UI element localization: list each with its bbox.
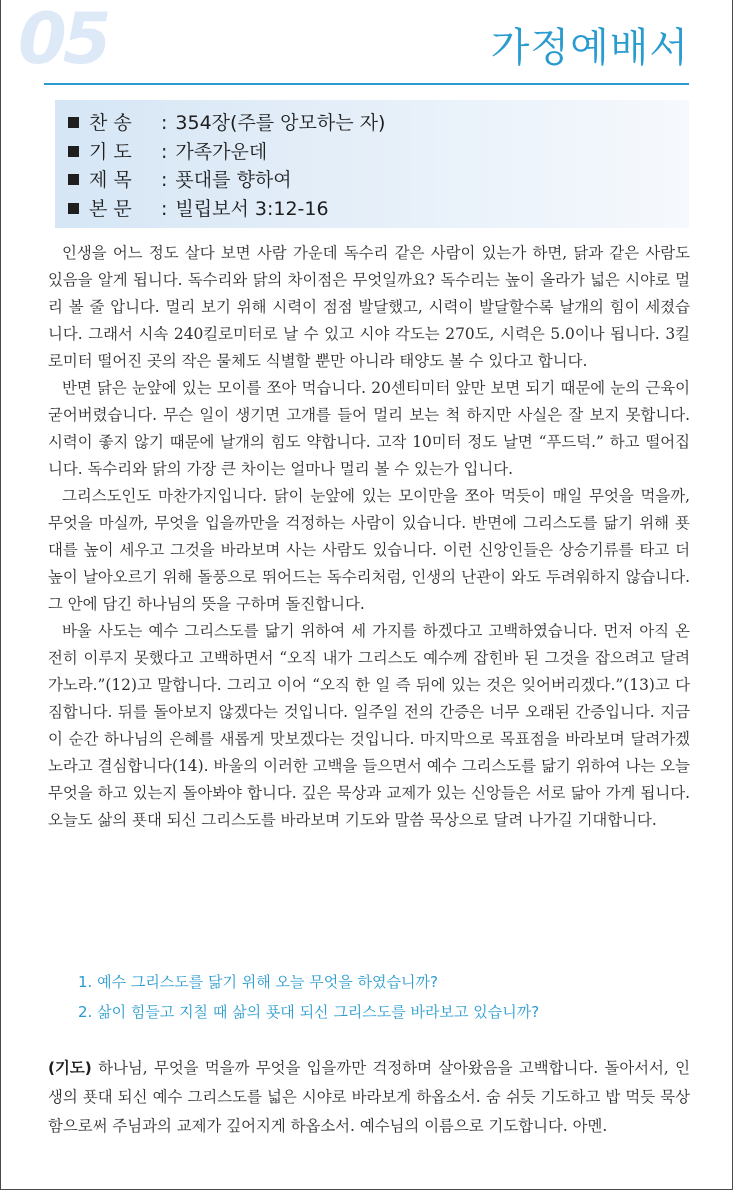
prayer-label: (기도) (48, 1059, 92, 1077)
reflection-questions (78, 967, 539, 1027)
square-bullet-icon (68, 146, 79, 157)
colon-separator: : (161, 197, 168, 220)
sermon-paragraph: 반면 닭은 눈앞에 있는 모이를 쪼아 먹습니다. 20센티미터 앞만 보면 되기 때문에 눈의 근육이 굳어버렸습니다. 무슨 일이 생기면 고개를 들어 멀리 보는 척 하지만 사실은 잘 보지 못합니다. 시력이 좋지 않기 때문에 날개의 힘도 약합니다. 고작 10미터 정도 날면 “푸드덕.” 하고 떨어집니다. 독수리와 닭의 가장 큰 차이는 얼마나 멀리 볼 수 있는가 입니다. (48, 379, 690, 478)
worship-info-list (68, 109, 385, 223)
info-value: 빌립보서 3:12-16 (175, 197, 329, 220)
sermon-paragraph: 인생을 어느 정도 살다 보면 사람 가운데 독수리 같은 사람이 있는가 하면, 닭과 같은 사람도 있음을 알게 됩니다. 독수리와 닭의 차이점은 무엇일까요? 독수리는 높이 올라가 넓은 시야로 멀리 볼 줄 압니다. 멀리 보기 위해 시력이 점점 발달했고, 시력이 발달할수록 날개의 힘이 세졌습니다. 그래서 시속 240킬로미터로 날 수 있고 시야 각도는 270도, 시력은 5.0이나 됩니다. 3킬로미터 떨어진 곳의 작은 물체도 식별할 뿐만 아니라 태양도 볼 수 있다고 합니다. (48, 244, 690, 370)
title-divider (44, 83, 689, 85)
worship-info-box (55, 100, 689, 228)
page-title: 가정예배서 (490, 25, 689, 71)
closing-prayer (48, 1054, 690, 1141)
colon-separator: : (161, 112, 168, 134)
info-label: 제 목 (89, 169, 132, 191)
info-label: 기 도 (89, 140, 132, 163)
info-label: 찬 송 (89, 112, 132, 134)
info-value: 354장(주를 앙모하는 자) (175, 112, 386, 134)
reflection-question: 2. 삶이 힘들고 지칠 때 삶의 푯대 되신 그리스도를 바라보고 있습니까? (78, 1003, 540, 1021)
colon-separator: : (161, 169, 168, 191)
info-row-scripture (68, 195, 385, 224)
square-bullet-icon (68, 117, 79, 128)
info-value: 푯대를 향하여 (175, 169, 292, 191)
prayer-text: 하나님, 무엇을 먹을까 무엇을 입을까만 걱정하며 살아왔음을 고백합니다. 돌아서서, 인생의 푯대 되신 예수 그리스도를 넓은 시야로 바라보게 하옵소서. 숨 쉬듯 기도하고 밥 먹듯 묵상함으로써 주님과의 교제가 깊어지게 하옵소서. 예수님의 이름으로 기도합니다. 아멘. (48, 1059, 690, 1135)
square-bullet-icon (68, 203, 79, 214)
info-row-hymn (68, 109, 385, 138)
reflection-question: 1. 예수 그리스도를 닮기 위해 오늘 무엇을 하였습니까? (78, 973, 438, 991)
sermon-paragraph: 바울 사도는 예수 그리스도를 닮기 위하여 세 가지를 하겠다고 고백하였습니다. 먼저 아직 온전히 이루지 못했다고 고백하면서 “오직 내가 그리스도 예수께 잡힌바 된 그것을 잡으려고 달려가노라.”(12)고 말합니다. 그리고 이어 “오직 한 일 즉 뒤에 있는 것은 잊어버리겠다.”(13)고 다짐합니다. 뒤를 돌아보지 않겠다는 것입니다. 일주일 전의 간증은 너무 오래된 간증입니다. 지금 이 순간 하나님의 은혜를 새롭게 맛보겠다는 것입니다. 마지막으로 목표점을 바라보며 달려가겠노라고 결심합니다(14). 바울의 이러한 고백을 들으면서 예수 그리스도를 닮기 위하여 나는 오늘 무엇을 하고 있는지 돌아봐야 합니다. 깊은 묵상과 교제가 있는 신앙들은 서로 닮아 가게 됩니다. 오늘도 삶의 푯대 되신 그리스도를 바라보며 기도와 말씀 묵상으로 달려 나가길 기대합니다. (48, 622, 690, 829)
sermon-body (48, 240, 690, 834)
info-value: 가족가운데 (175, 140, 268, 163)
info-label: 본 문 (89, 197, 132, 220)
section-number: 05 (18, 0, 108, 80)
sermon-paragraph: 그리스도인도 마찬가지입니다. 닭이 눈앞에 있는 모이만을 쪼아 먹듯이 매일 무엇을 먹을까, 무엇을 마실까, 무엇을 입을까만을 걱정하는 사람이 있습니다. 반면에 그리스도를 닮기 위해 푯대를 높이 세우고 그것을 바라보며 사는 사람도 있습니다. 이런 신앙인들은 상승기류를 타고 더 높이 날아오르기 위해 돌풍으로 뛰어드는 독수리처럼, 인생의 난관이 와도 두려워하지 않습니다. 그 안에 담긴 하나님의 뜻을 구하며 돌진합니다. (48, 487, 690, 613)
colon-separator: : (161, 140, 168, 163)
info-row-title (68, 166, 385, 195)
square-bullet-icon (68, 174, 79, 185)
info-row-prayer (68, 138, 385, 167)
